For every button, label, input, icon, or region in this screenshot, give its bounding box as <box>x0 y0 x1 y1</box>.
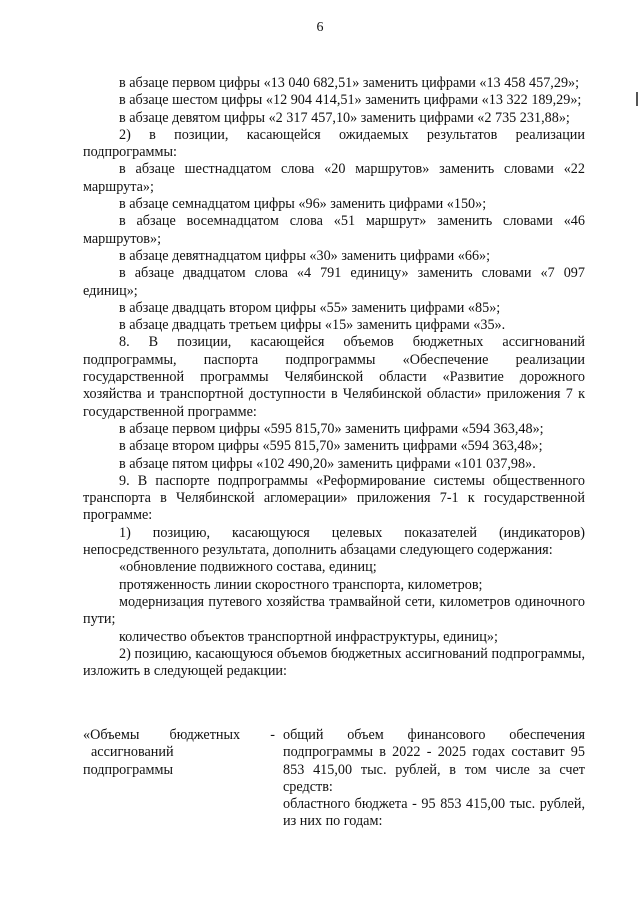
paragraph-5: в абзаце шестнадцатом слова «20 маршрутов» заменить словами «22 маршрута»; <box>83 161 585 195</box>
paragraph-7: в абзаце восемнадцатом слова «51 маршрут» заменить словами «46 маршрутов»; <box>83 213 585 247</box>
paragraph-2: в абзаце шестом цифры «12 904 414,51» заменить цифрами «13 322 189,29»; <box>119 92 582 109</box>
paragraph-18: «обновление подвижного состава, единиц; <box>119 559 377 576</box>
page-number: 6 <box>316 20 324 35</box>
passport-left-dash: - <box>270 727 275 743</box>
paragraph-19: протяженность линии скоростного транспорта, километров; <box>119 576 483 593</box>
passport-left-word-1: «Объемы <box>83 727 140 743</box>
paragraph-4: 2) в позиции, касающейся ожидаемых результатов реализации подпрограммы: <box>83 126 585 161</box>
paragraph-13: в абзаце первом цифры «595 815,70» заменить цифрами «594 363,48»; <box>119 420 544 437</box>
passport-left-line-3: подпрограммы <box>83 761 173 778</box>
passport-left-line-2: ассигнований <box>91 744 174 761</box>
passport-table-left-column <box>83 727 275 831</box>
paragraph-11: в абзаце двадцать третьем цифры «15» заменить цифрами «35». <box>119 317 506 334</box>
paragraph-12: 8. В позиции, касающейся объемов бюджетных ассигнований подпрограммы, паспорта подпрограммы «Обеспечение реализации государственной программы Челябинской области «Развитие дорожного хозяйства и транспортной доступности в Челябинской области» приложения 7 к государственной программе: <box>83 334 585 420</box>
paragraph-17: 1) позицию, касающуюся целевых показателей (индикаторов) непосредственного результата, дополнить абзацами следующего содержания: <box>83 524 585 559</box>
paragraph-9: в абзаце двадцатом слова «4 791 единицу» заменить словами «7 097 единиц»; <box>83 265 585 299</box>
paragraph-6: в абзаце семнадцатом цифры «96» заменить цифрами «150»; <box>119 196 487 213</box>
paragraph-3: в абзаце девятом цифры «2 317 457,10» заменить цифрами «2 735 231,88»; <box>119 109 570 126</box>
paragraph-22: 2) позицию, касающуюся объемов бюджетных ассигнований подпрограммы, изложить в следующей редакции: <box>83 645 585 680</box>
paragraph-10: в абзаце двадцать втором цифры «55» заменить цифрами «85»; <box>119 299 501 316</box>
passport-right-paragraph-2: областного бюджета - 95 853 415,00 тыс. рублей, из них по годам: <box>283 796 585 830</box>
paragraph-14: в абзаце втором цифры «595 815,70» заменить цифрами «594 363,48»; <box>119 438 543 455</box>
passport-table-right-column <box>275 727 585 831</box>
paragraph-21: количество объектов транспортной инфраструктуры, единиц»; <box>119 628 498 645</box>
margin-mark <box>636 92 638 106</box>
passport-left-line-1 <box>83 727 275 744</box>
paragraph-8: в абзаце девятнадцатом цифры «30» заменить цифрами «66»; <box>119 247 491 264</box>
document-body <box>83 75 585 680</box>
passport-left-word-2: бюджетных <box>169 727 241 743</box>
paragraph-16: 9. В паспорте подпрограммы «Реформирование системы общественного транспорта в Челябинской агломерации» приложения 7-1 к государственной программе: <box>83 472 585 524</box>
passport-right-paragraph-1: общий объем финансового обеспечения подпрограммы в 2022 - 2025 годах составит 95 853 415,00 тыс. рублей, в том числе за счет средств: <box>283 727 585 795</box>
paragraph-20: модернизация путевого хозяйства трамвайной сети, километров одиночного пути; <box>83 593 585 628</box>
paragraph-1: в абзаце первом цифры «13 040 682,51» заменить цифрами «13 458 457,29»; <box>119 75 580 91</box>
passport-table <box>83 727 585 831</box>
paragraph-15: в абзаце пятом цифры «102 490,20» заменить цифрами «101 037,98». <box>119 455 536 472</box>
